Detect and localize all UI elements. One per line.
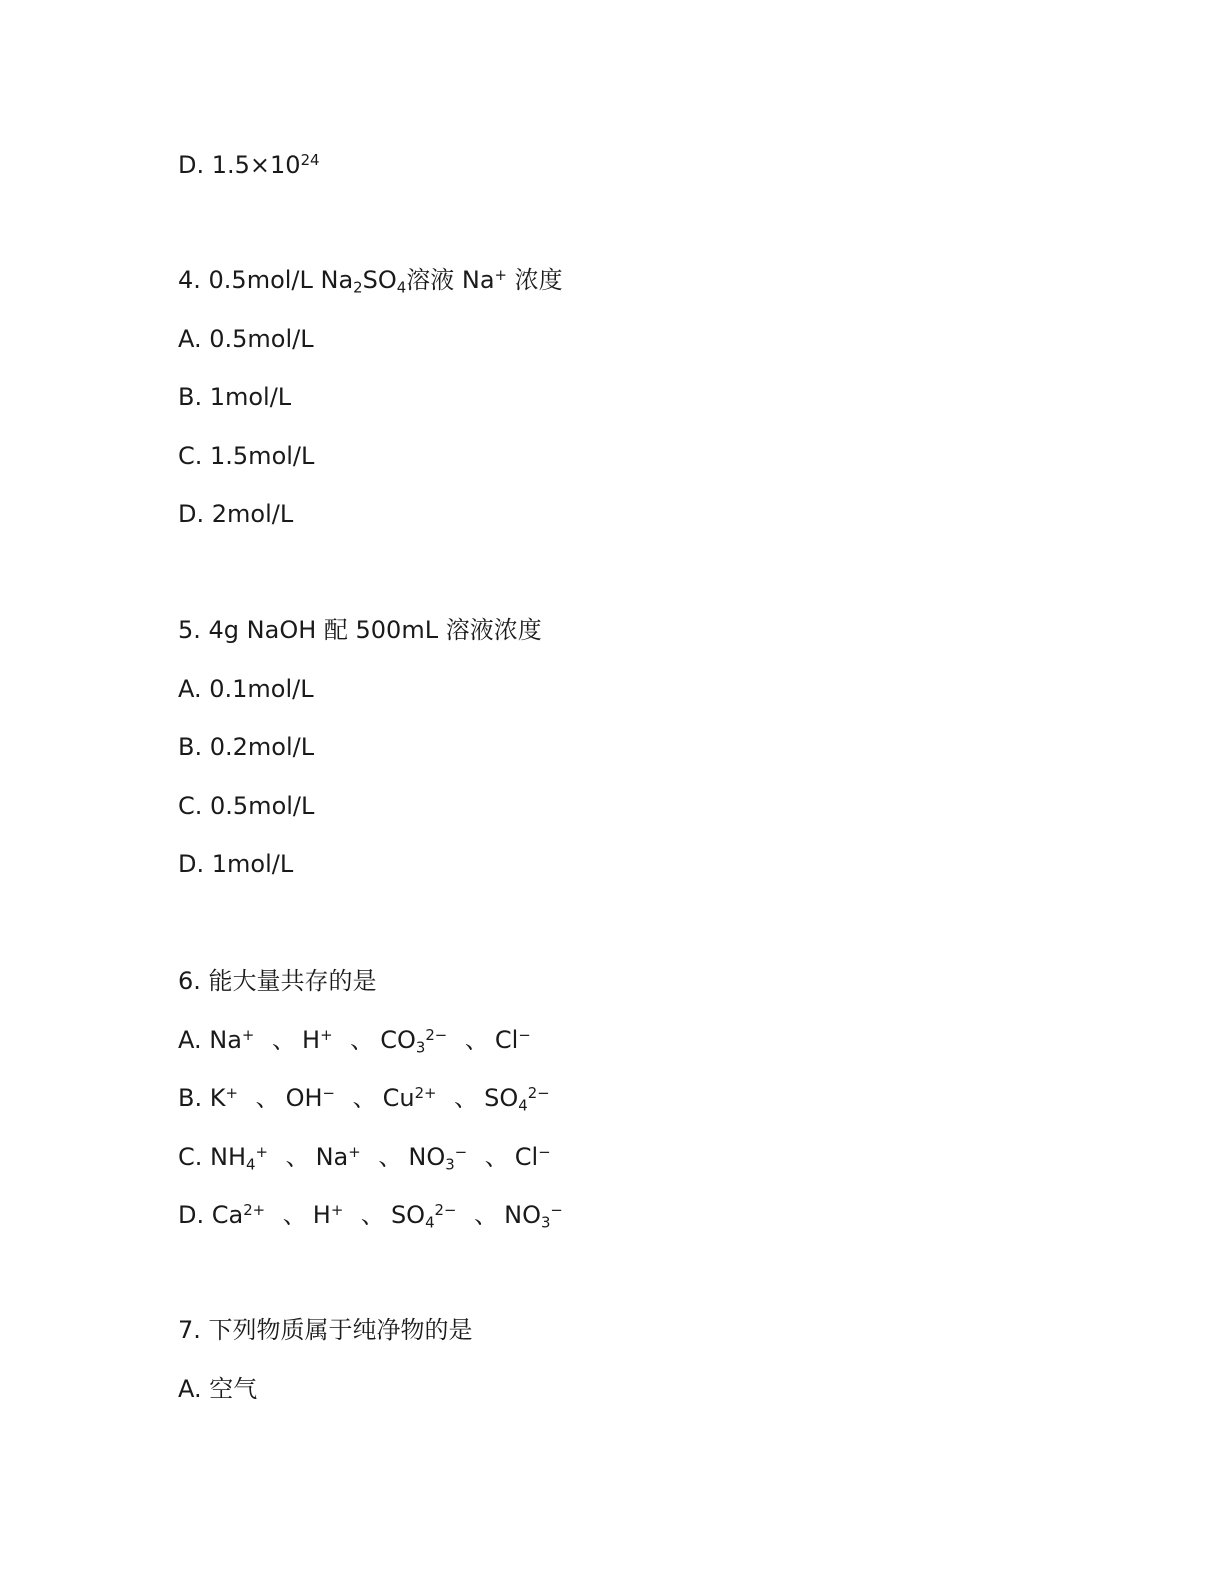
text-segment: C. 1.5mol/L (178, 442, 315, 470)
subscript: 4 (518, 1096, 528, 1115)
text-segment: SO (390, 1201, 426, 1229)
superscript: + (494, 265, 507, 284)
text-segment: C. NH (178, 1143, 247, 1171)
text-segment: 浓度 (507, 266, 563, 294)
superscript: − (538, 1142, 551, 1161)
q4-option-b (178, 382, 291, 412)
text-segment: 5. 4g NaOH 配 500mL 溶液浓度 (178, 616, 542, 644)
separator: 、 (457, 1026, 489, 1054)
q5-option-d (178, 849, 293, 879)
superscript: + (330, 1200, 344, 1219)
separator: 、 (477, 1143, 509, 1171)
subscript: 4 (246, 1155, 256, 1174)
text-segment: Cu (382, 1084, 415, 1112)
q6-option-a (178, 1025, 531, 1055)
separator: 、 (344, 1084, 377, 1112)
text-segment: B. 0.2mol/L (178, 733, 315, 761)
text-segment: CO (380, 1026, 416, 1054)
text-segment: 4. 0.5mol/L Na (178, 266, 354, 294)
q6-stem (178, 966, 377, 996)
subscript: 4 (425, 1213, 435, 1232)
superscript: + (348, 1142, 361, 1161)
text-segment: A. 0.5mol/L (178, 325, 314, 353)
superscript: 2+ (243, 1200, 266, 1219)
separator: 、 (277, 1143, 310, 1171)
text-segment: Na (315, 1143, 349, 1171)
superscript: 2− (434, 1200, 457, 1219)
text-segment: Cl (514, 1143, 539, 1171)
text-segment: D. Ca (178, 1201, 244, 1229)
q6-option-b (178, 1083, 550, 1113)
superscript: + (241, 1025, 255, 1044)
q7-stem (178, 1315, 473, 1345)
text-segment: SO (362, 266, 397, 294)
text-segment: B. K (178, 1084, 226, 1112)
subscript: 4 (396, 278, 407, 297)
text-segment: SO (484, 1084, 519, 1112)
subscript: 3 (540, 1213, 551, 1232)
superscript: − (550, 1200, 563, 1219)
text-segment: NO (408, 1143, 446, 1171)
superscript: 2+ (414, 1083, 437, 1102)
superscript: − (518, 1025, 531, 1044)
separator: 、 (342, 1026, 375, 1054)
q5-stem (178, 615, 542, 645)
text-segment: D. 1.5×10 (178, 151, 301, 179)
q4-option-c (178, 441, 314, 471)
text-segment: A. Na (178, 1026, 242, 1054)
text-segment: H (312, 1201, 331, 1229)
subscript: 3 (445, 1155, 455, 1174)
separator: 、 (353, 1201, 385, 1229)
text-segment: C. 0.5mol/L (178, 792, 315, 820)
text-segment: A. 0.1mol/L (178, 675, 314, 703)
superscript: − (322, 1083, 335, 1102)
text-segment: D. 2mol/L (178, 500, 294, 528)
separator: 、 (247, 1084, 280, 1112)
q4-option-a (178, 324, 314, 354)
text-segment: 溶液 Na (406, 266, 495, 294)
separator: 、 (370, 1143, 403, 1171)
superscript: 2− (527, 1083, 550, 1102)
q7-option-a (178, 1374, 257, 1404)
q3-option-d (178, 150, 320, 180)
text-segment: B. 1mol/L (178, 383, 292, 411)
q6-option-c (178, 1142, 551, 1172)
separator: 、 (264, 1026, 297, 1054)
text-segment: 6. 能大量共存的是 (178, 967, 377, 995)
superscript: 24 (300, 150, 320, 169)
separator: 、 (446, 1084, 479, 1112)
text-segment: NO (504, 1201, 541, 1229)
q5-option-c (178, 791, 314, 821)
superscript: + (255, 1142, 268, 1161)
superscript: 2− (425, 1025, 448, 1044)
superscript: − (454, 1142, 468, 1161)
q5-option-b (178, 732, 314, 762)
text-segment: OH (285, 1084, 323, 1112)
text-segment: A. 空气 (178, 1375, 258, 1403)
q4-option-d (178, 499, 293, 529)
q5-option-a (178, 674, 314, 704)
subscript: 3 (415, 1038, 426, 1057)
text-segment: H (302, 1026, 321, 1054)
separator: 、 (275, 1201, 307, 1229)
q4-stem (178, 265, 563, 295)
separator: 、 (466, 1201, 499, 1229)
text-segment: 7. 下列物质属于纯净物的是 (178, 1316, 473, 1344)
q6-option-d (178, 1200, 563, 1230)
superscript: + (225, 1083, 238, 1102)
text-segment: Cl (494, 1026, 519, 1054)
text-segment: D. 1mol/L (178, 850, 294, 878)
superscript: + (320, 1025, 333, 1044)
subscript: 2 (353, 278, 363, 297)
